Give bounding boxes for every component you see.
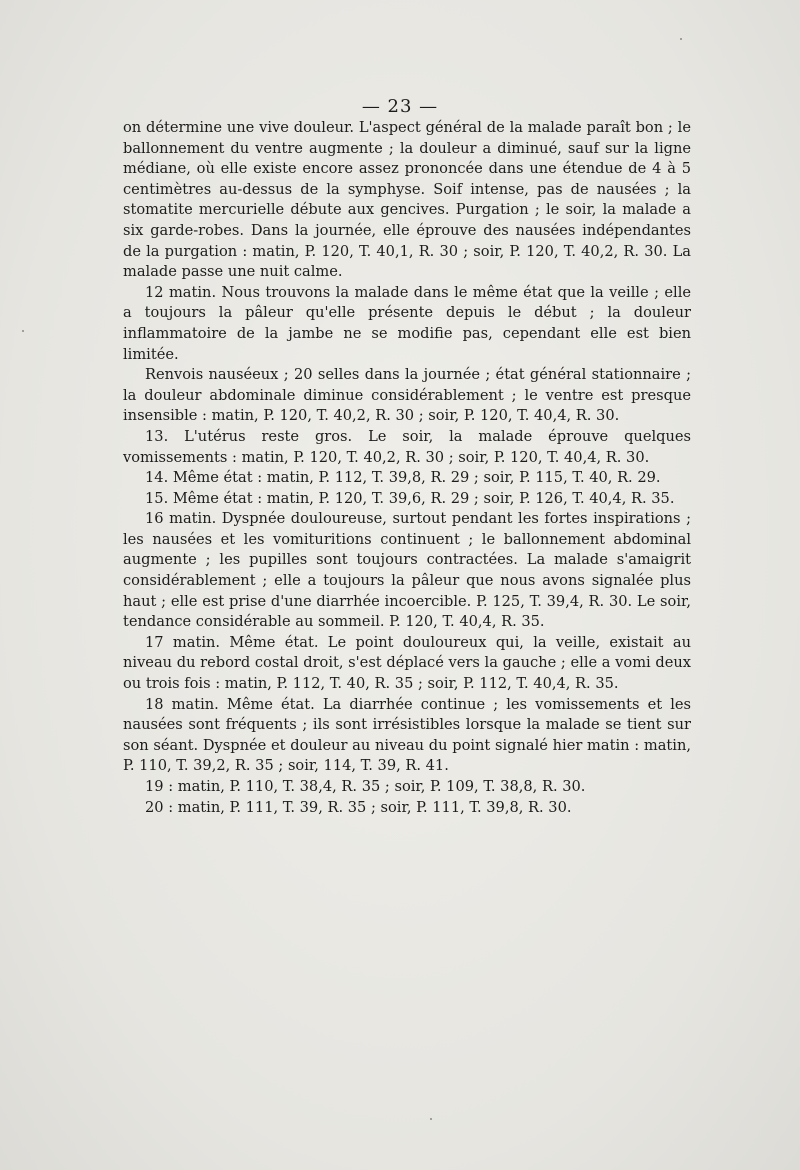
paragraph-day-20: 20 : matin, P. 111, T. 39, R. 35 ; soir, P. 111, T. 39,8, R. 30. — [145, 798, 572, 816]
paragraph-day-16: 16 matin. Dyspnée douloureuse, surtout pendant les fortes inspirations ; les nausées et les vomituritions continuent ; le ballonnement abdominal augmente ; les pupilles sont toujours contractées. La malade s'amaigrit considérablement ; elle a toujours la pâleur que nous avons signalée plus haut ; elle est prise d'une diarrhée incoercible. P. 125, T. 39,4, R. 30. Le soir, tendance considérable au sommeil. P. 120, T. 40,4, R. 35. — [123, 510, 691, 631]
page-number: — 23 — — [361, 96, 439, 117]
paragraph-day-19: 19 : matin, P. 110, T. 38,4, R. 35 ; soir, P. 109, T. 38,8, R. 30. — [145, 778, 586, 795]
paragraph-day-13: 13. L'utérus reste gros. Le soir, la malade éprouve quelques vomissements : matin, P. 120, T. 40,2, R. 30 ; soir, P. 120, T. 40,4, R. 30. — [123, 427, 691, 466]
paragraph-continuation: on détermine une vive douleur. L'aspect général de la malade paraît bon ; le ballonnement du ventre augmente ; la douleur a diminué, sauf sur la ligne médiane, où elle existe encore assez prononcée dans une étendue de 4 à 5 centimètres au-dessus de la symphyse. Soif intense, pas de nausées ; la stomatite mercurielle débute aux gencives. Purgation ; le soir, la malade a six garde-robes. Dans la journée, elle éprouve des nausées indépendantes de la purgation : matin, P. 120, T. 40,1, R. 30 ; soir, P. 120, T. 40,2, R. 30. La malade passe une nuit calme. — [123, 119, 691, 281]
paragraph-day-15: 15. Même état : matin, P. 120, T. 39,6, R. 29 ; soir, P. 126, T. 40,4, R. 35. — [145, 489, 675, 507]
body-text — [123, 118, 691, 818]
paragraph-day-14: 14. Même état : matin, P. 112, T. 39,8, R. 29 ; soir, P. 115, T. 40, R. 29. — [145, 469, 661, 487]
paper-speck — [22, 330, 24, 332]
paragraph-day-17: 17 matin. Même état. Le point douloureux qui, la veille, existait au niveau du rebord costal droit, s'est déplacé vers la gauche ; elle a vomi deux ou trois fois : matin, P. 112, T. 40, R. 35 ; soir, P. 112, T. 40,4, R. 35. — [123, 633, 691, 693]
paper-speck — [430, 1118, 432, 1120]
paper-speck — [680, 38, 682, 40]
paragraph-day-18: 18 matin. Même état. La diarrhée continue ; les vomissements et les nausées sont fréquents ; ils sont irrésistibles lorsque la malade se tient sur son séant. Dyspnée et douleur au niveau du point signalé hier matin : matin, P. 110, T. 39,2, R. 35 ; soir, 114, T. 39, R. 41. — [123, 695, 691, 775]
paragraph-day-12: 12 matin. Nous trouvons la malade dans le même état que la veille ; elle a toujours la pâleur qu'elle présente depuis le début ; la douleur inflammatoire de la jambe ne se modifie pas, cependant elle est bien limitée. — [123, 283, 691, 363]
paragraph-renvois: Renvois nauséeux ; 20 selles dans la journée ; état général stationnaire ; la douleur abdominale diminue considérablement ; le ventre est presque insensible : matin, P. 120, T. 40,2, R. 30 ; soir, P. 120, T. 40,4, R. 30. — [123, 366, 691, 425]
